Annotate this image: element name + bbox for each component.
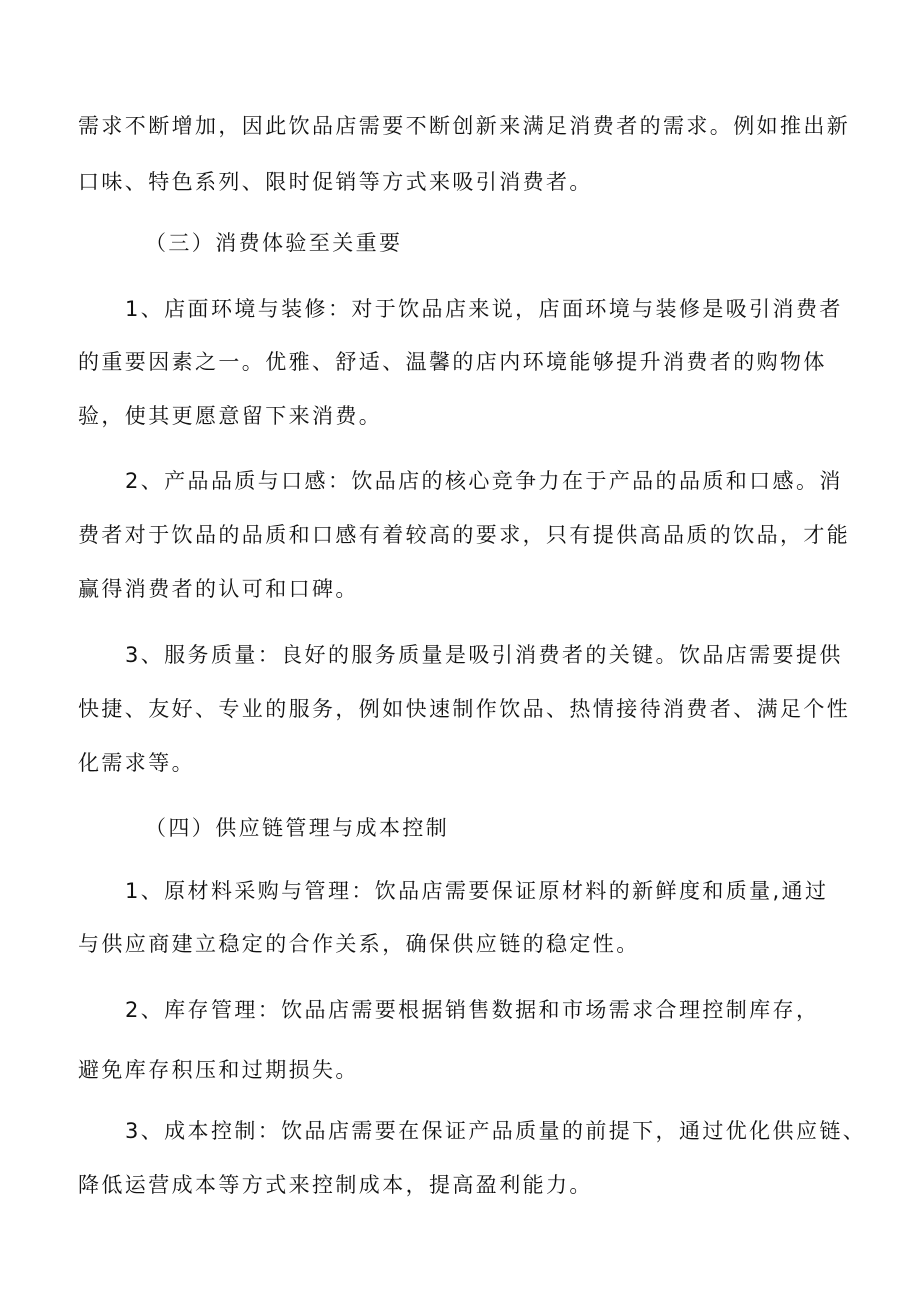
- text-line: 降低运营成本等方式来控制成本，提高盈利能力。: [78, 1173, 593, 1197]
- text-line: 验，使其更愿意留下来消费。: [78, 404, 383, 428]
- text-line: 快捷、友好、专业的服务，例如快速制作饮品、热情接待消费者、满足个性: [78, 697, 851, 721]
- text-line: 3、成本控制：饮品店需要在保证产品质量的前提下，通过优化供应链、: [125, 1119, 867, 1143]
- text-line: 2、产品品质与口感：饮品店的核心竞争力在于产品的品质和口感。消: [125, 469, 843, 493]
- text-line: 口味、特色系列、限时促销等方式来吸引消费者。: [78, 170, 593, 194]
- text-line: 的重要因素之一。优雅、舒适、温馨的店内环境能够提升消费者的购物体: [78, 350, 827, 374]
- text-line: 化需求等。: [78, 751, 195, 775]
- section-heading: （四）供应链管理与成本控制: [145, 816, 450, 840]
- text-line: 2、库存管理：饮品店需要根据销售数据和市场需求合理控制库存，: [125, 998, 820, 1022]
- text-line: 赢得消费者的认可和口碑。: [78, 577, 359, 601]
- text-line: 避免库存积压和过期损失。: [78, 1058, 359, 1082]
- text-line: 1、原材料采购与管理：饮品店需要保证原材料的新鲜度和质量,通过: [125, 879, 829, 903]
- text-line: 3、服务质量：良好的服务质量是吸引消费者的关键。饮品店需要提供: [125, 643, 843, 667]
- text-line: 需求不断增加，因此饮品店需要不断创新来满足消费者的需求。例如推出新: [78, 114, 851, 138]
- text-line: 与供应商建立稳定的合作关系，确保供应链的稳定性。: [78, 932, 640, 956]
- section-heading: （三）消费体验至关重要: [145, 231, 403, 255]
- text-line: 费者对于饮品的品质和口感有着较高的要求，只有提供高品质的饮品，才能: [78, 523, 851, 547]
- text-line: 1、店面环境与装修：对于饮品店来说，店面环境与装修是吸引消费者: [125, 297, 843, 321]
